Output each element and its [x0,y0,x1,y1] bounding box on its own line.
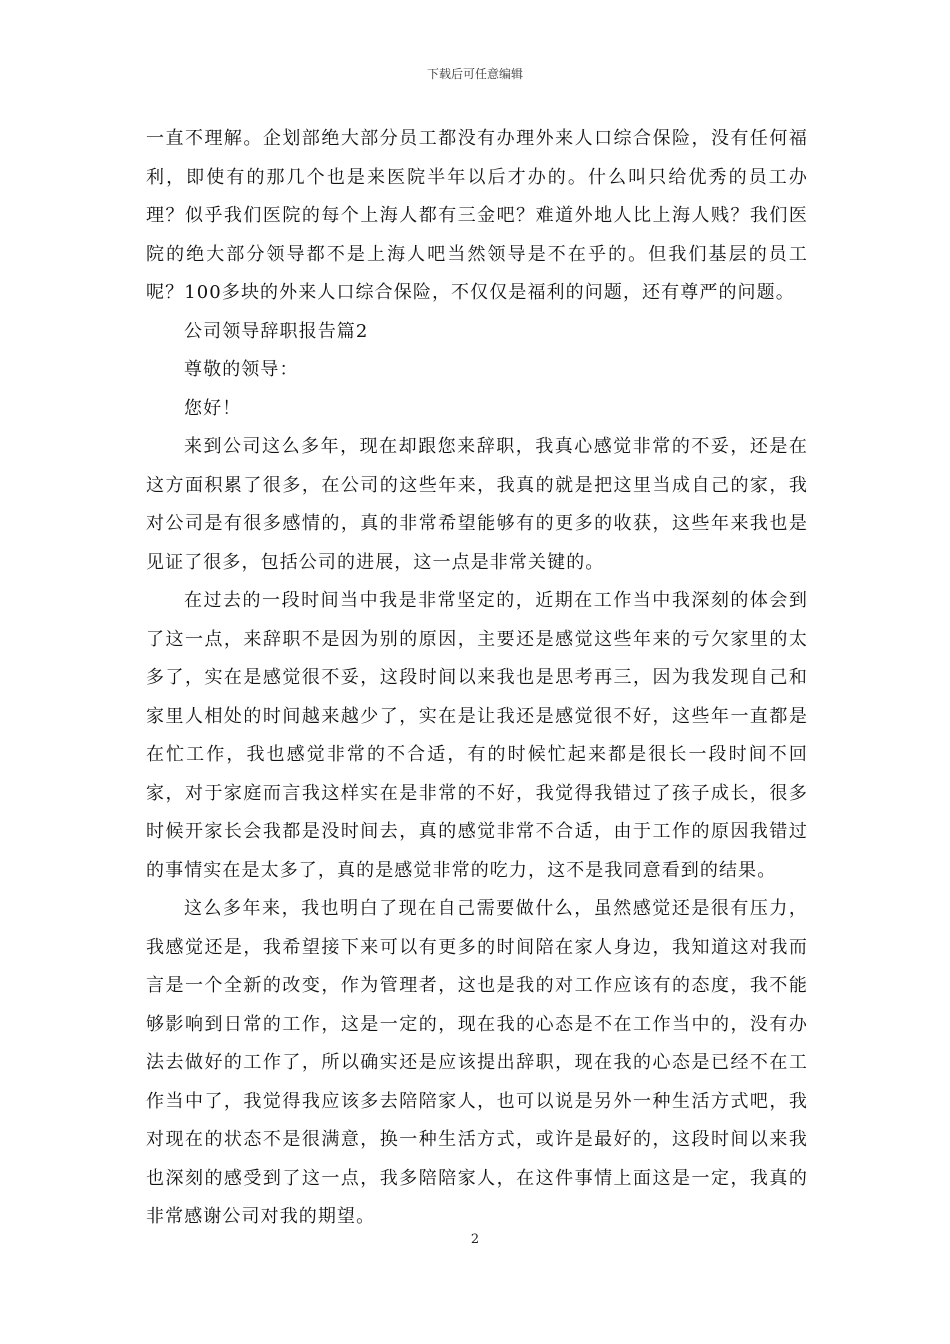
section-title: 公司领导辞职报告篇2 [184,320,369,342]
paragraph-decision: 这么多年来，我也明白了现在自己需要做什么，虽然感觉还是很有压力，我感觉还是，我希望接下来可以有更多的时间陪在家人身边，我知道这对我而言是一个全新的改变，作为管理者，这也是我的对工作应该有的态度，我不能够影响到日常的工作，这是一定的，现在我的心态是不在工作当中的，没有办法去做好的工作了，所以确实还是应该提出辞职，现在我的心态是已经不在工作当中了，我觉得我应该多去陪陪家人，也可以说是另外一种生活方式吧，我对现在的状态不是很满意，换一种生活方式，或许是最好的，这段时间以来我也深刻的感受到了这一点，我多陪陪家人，在这件事情上面这是一定，我真的非常感谢公司对我的期望。 [146,898,808,1227]
page-header-note: 下载后可任意编辑 [426,67,523,81]
page-number: 2 [470,1232,480,1247]
paragraph-reason: 在过去的一段时间当中我是非常坚定的，近期在工作当中我深刻的体会到了这一点，来辞职不是因为别的原因，主要还是感觉这些年来的亏欠家里的太多了，实在是感觉很不妥，这段时间以来我也是思考再三，因为我发现自己和家里人相处的时间越来越少了，实在是让我还是感觉很不好，这些年一直都是在忙工作，我也感觉非常的不合适，有的时候忙起来都是很长一段时间不回家，对于家庭而言我这样实在是非常的不好，我觉得我错过了孩子成长，很多时候开家长会我都是没时间去，真的感觉非常不合适，由于工作的原因我错过的事情实在是太多了，真的是感觉非常的吃力，这不是我同意看到的结果。 [146,590,808,881]
salutation: 尊敬的领导： [184,359,299,380]
paragraph-continued: 一直不理解。企划部绝大部分员工都没有办理外来人口综合保险，没有任何福利，即使有的那几个也是来医院半年以后才办的。什么叫只给优秀的员工办理？似乎我们医院的每个上海人都有三金吧？难道外地人比上海人贱？我们医院的绝大部分领导都不是上海人吧当然领导是不在乎的。但我们基层的员工呢？100多块的外来人口综合保险，不仅仅是福利的问题，还有尊严的问题。 [146,128,808,303]
greeting: 您好！ [184,397,242,419]
document-body [146,120,808,1237]
paragraph-intro: 来到公司这么多年，现在却跟您来辞职，我真心感觉非常的不妥，还是在这方面积累了很多，在公司的这些年来，我真的就是把这里当成自己的家，我对公司是有很多感情的，真的非常希望能够有的更多的收获，这些年来我也是见证了很多，包括公司的进展，这一点是非常关键的。 [146,436,808,573]
